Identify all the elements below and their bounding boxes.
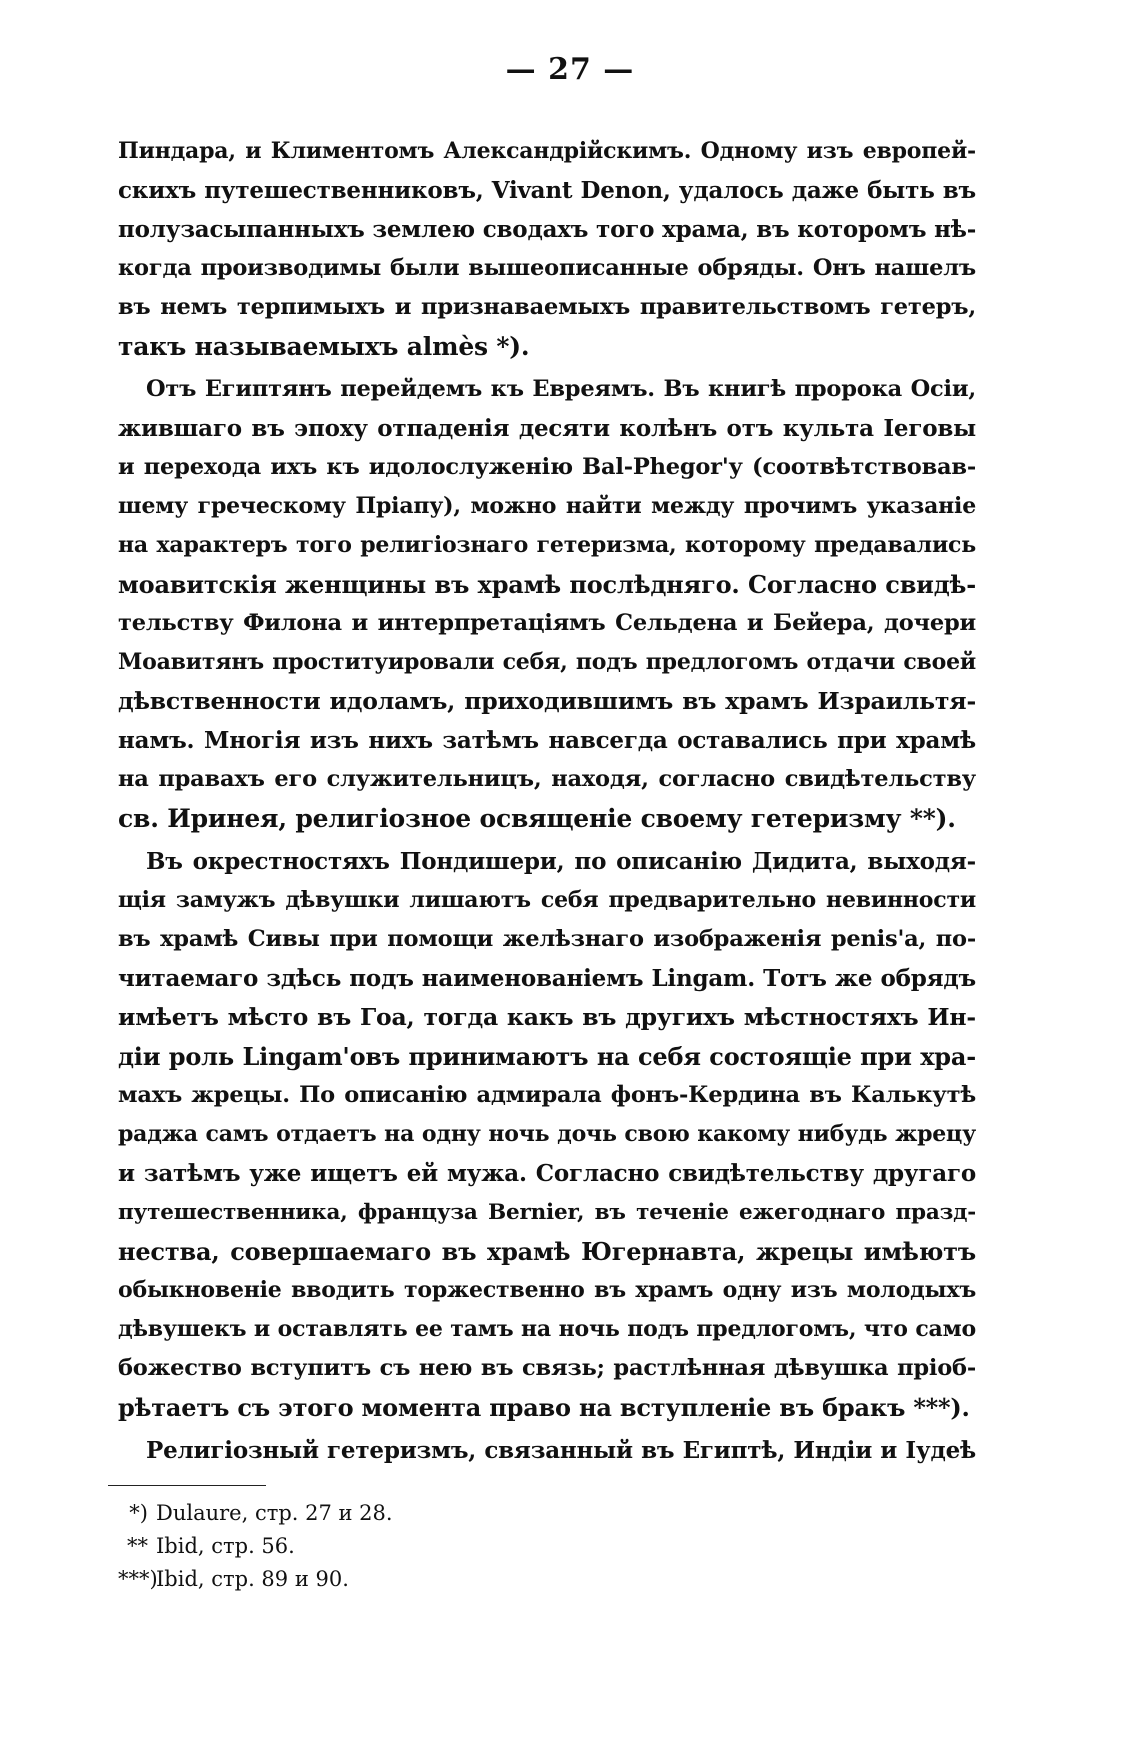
footnote-text: Ibid, стр. 56. [156,1534,295,1558]
paragraph [118,370,976,838]
footnote-divider [108,1485,266,1486]
text-line: и перехода ихъ къ идолослуженію Bal-Phegor'у (соотвѣтствовав- [118,454,976,480]
text-line: скихъ путешественниковъ, Vivant Denon, удалось даже быть въ [118,177,976,204]
text-line: божество вступитъ съ нею въ связь; растлѣнная дѣвушка пріоб- [118,1355,976,1381]
text-line: путешественника, француза Bernier, въ теченіе ежегоднаго празд- [118,1200,976,1225]
body-text [118,132,976,1470]
text-line: Въ окрестностяхъ Пондишери, по описанію Дидита, выходя- [146,848,976,875]
paragraph [118,1431,976,1470]
text-line: въ немъ терпимыхъ и признаваемыхъ правительствомъ гетеръ, [118,294,976,320]
text-line: рѣтаетъ съ этого момента право на вступленіе въ бракъ ***). [118,1393,970,1422]
text-line: шему греческому Пріапу), можно найти между прочимъ указаніе [118,493,976,519]
text-line: въ храмѣ Сивы при помощи желѣзнаго изображенія penis'а, по- [118,926,976,952]
text-line: когда производимы были вышеописанные обряды. Онъ нашелъ [118,255,976,281]
text-line: діи роль Lingam'овъ принимаютъ на себя состоящіе при хра- [118,1042,976,1071]
text-line: Отъ Египтянъ перейдемъ къ Евреямъ. Въ книгѣ пророка Осіи, [146,376,976,402]
text-line: полузасыпанныхъ землею сводахъ того храма, въ которомъ нѣ- [118,216,977,243]
text-line: намъ. Многія изъ нихъ затѣмъ навсегда оставались при храмѣ [118,727,976,754]
footnote-text: Ibid, стр. 89 и 90. [156,1567,349,1591]
footnote-text: Dulaure, стр. 27 и 28. [156,1501,393,1525]
text-line: на правахъ его служительницъ, находя, согласно свидѣтельству [118,766,976,792]
page-number: — 27 — [505,52,635,87]
text-line: обыкновеніе вводить торжественно въ храмъ одну изъ молодыхъ [118,1277,976,1303]
text-line: нества, совершаемаго въ храмѣ Югернавта, жрецы имѣютъ [118,1237,976,1266]
text-line: на характеръ того религіознаго гетеризма, которому предавались [118,532,976,558]
text-line: имѣетъ мѣсто въ Гоа, тогда какъ въ другихъ мѣстностяхъ Ин- [118,1003,976,1031]
text-line: и затѣмъ уже ищетъ ей мужа. Согласно свидѣтельству другаго [118,1160,976,1187]
text-line: такъ называемыхъ almès *). [118,332,530,361]
text-line: тельству Филона и интерпретаціямъ Сельдена и Бейера, дочери [118,610,976,636]
footnote-mark: *) [129,1501,148,1525]
text-line: св. Иринея, религіозное освященіе своему гетеризму **). [118,804,956,833]
text-line: раджа самъ отдаетъ на одну ночь дочь свою какому нибудь жрецу [118,1121,976,1147]
text-line: жившаго въ эпоху отпаденія десяти колѣнъ отъ культа Іеговы [118,415,976,442]
text-line: махъ жрецы. По описанію адмирала фонъ-Кердина въ Калькутѣ [118,1082,976,1108]
footnotes [118,1497,718,1596]
text-line: Пиндара, и Климентомъ Александрійскимъ. Одному изъ европей- [118,138,976,164]
text-line: Моавитянъ проституировали себя, подъ предлогомъ отдачи своей [118,649,976,675]
text-line: дѣвушекъ и оставлять ее тамъ на ночь подъ предлогомъ, что само [118,1316,976,1342]
footnote [118,1563,718,1596]
paragraph [118,842,976,1427]
paragraph [118,132,976,366]
footnote-mark: ***) [118,1567,158,1591]
footnote [118,1497,718,1530]
text-line: моавитскія женщины въ храмѣ послѣдняго. Согласно свидѣ- [118,570,976,599]
text-line: щія замужъ дѣвушки лишаютъ себя предварительно невинности [118,887,976,913]
text-line: Религіозный гетеризмъ, связанный въ Египтѣ, Индіи и Іудеѣ [146,1437,976,1464]
text-line: дѣвственности идоламъ, приходившимъ въ храмъ Израильтя- [118,687,976,715]
footnote [118,1530,718,1563]
footnote-mark: ** [127,1534,148,1558]
text-line: читаемаго здѣсь подъ наименованіемъ Lingam. Тотъ же обрядъ [118,965,976,992]
